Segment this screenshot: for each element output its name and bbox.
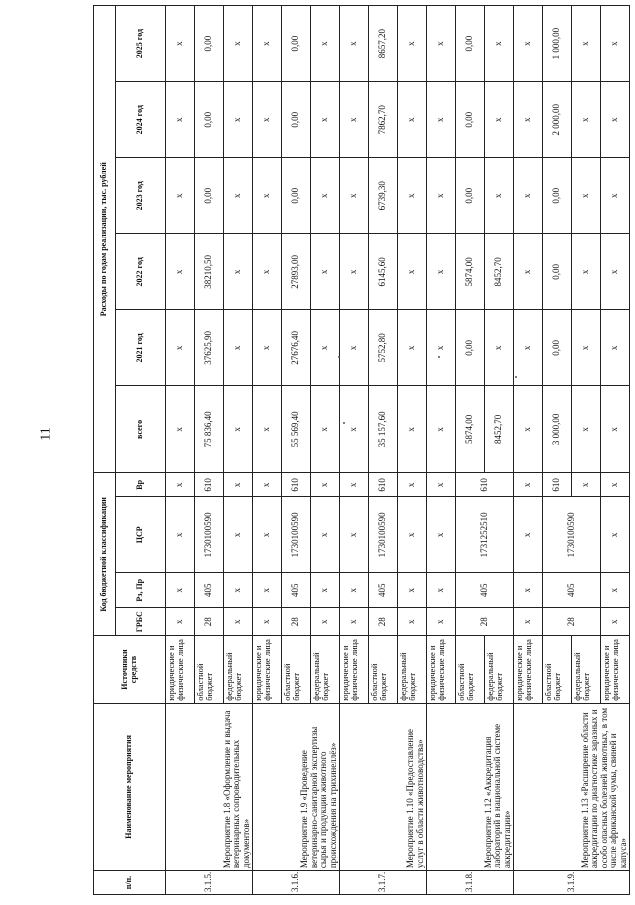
cell-rzpr: х (427, 573, 456, 608)
table-row (253, 6, 282, 895)
header-vr: Вр (116, 473, 166, 497)
funding-source: юридические и физические лица (427, 636, 456, 703)
cell-y2025: х (601, 6, 630, 82)
row-index: 3.1.9. (514, 871, 630, 895)
cell-grbs: х (427, 608, 456, 636)
cell-y2024: х (601, 82, 630, 158)
funding-source: федеральный бюджет (398, 636, 427, 703)
header-2021: 2021 год (116, 310, 166, 386)
cell-csr: х (427, 497, 456, 573)
cell-grbs: 28 (369, 608, 398, 636)
cell-y2024: х (514, 82, 543, 158)
cell-vr: х (340, 473, 369, 497)
cell-y2024: х (572, 82, 601, 158)
cell-total: 5874,00 (456, 386, 485, 473)
cell-vr: х (572, 473, 601, 497)
cell-y2025: х (398, 6, 427, 82)
header-source: Источники средств (94, 636, 166, 703)
cell-y2022: х (311, 234, 340, 310)
funding-source: федеральный бюджет (485, 636, 514, 703)
row-index: 3.1.6. (253, 871, 340, 895)
cell-y2025: х (311, 6, 340, 82)
cell-y2023: х (311, 158, 340, 234)
cell-grbs: 28 (282, 608, 311, 636)
page-number: 11 (38, 427, 54, 441)
cell-y2022: х (514, 234, 543, 310)
cell-y2022: 8452,70 (485, 234, 514, 310)
cell-y2022: 0,00 (543, 234, 572, 310)
cell-vr: х (253, 473, 282, 497)
funding-source: областной бюджет (543, 636, 572, 703)
cell-y2021: 27676,40 (282, 310, 311, 386)
funding-source: юридические и физические лица (166, 636, 195, 703)
cell-y2022: х (340, 234, 369, 310)
rotated-table-container (93, 5, 628, 895)
scan-speck (343, 422, 345, 424)
cell-y2023: 6739,30 (369, 158, 398, 234)
header-2025: 2025 год (116, 6, 166, 82)
cell-y2024: 0,00 (456, 82, 485, 158)
cell-grbs: х (253, 608, 282, 636)
cell-total: 35 157,60 (369, 386, 398, 473)
cell-rzpr: 405 (195, 573, 224, 608)
cell-grbs: х (166, 608, 195, 636)
cell-rzpr: х (601, 573, 630, 608)
header-csr: ЦСР (116, 497, 166, 573)
scan-speck (438, 356, 440, 358)
cell-y2025: х (514, 6, 543, 82)
cell-total: х (224, 386, 253, 473)
cell-vr: х (398, 473, 427, 497)
measure-name: Мероприятие 1.12 «Аккредитация лабораторий в национальной системе аккредитации» (427, 703, 514, 870)
row-index: 3.1.7. (340, 871, 427, 895)
cell-vr: х (166, 473, 195, 497)
header-2023: 2023 год (116, 158, 166, 234)
cell-y2023: х (572, 158, 601, 234)
cell-y2025: 0,00 (195, 6, 224, 82)
row-index: 3.1.5. (166, 871, 253, 895)
cell-y2022: 27893,00 (282, 234, 311, 310)
cell-total: х (427, 386, 456, 473)
header-expenses: Расходы по годам реализации, тыс. рублей (94, 6, 116, 473)
cell-y2023: 0,00 (282, 158, 311, 234)
funding-source: областной бюджет (456, 636, 485, 703)
cell-rzpr: 405 (369, 573, 398, 608)
measure-name: Мероприятие 1.9 «Проведение ветеринарно-санитарной экспертизы сырья и продукции животного происхождения на трихинеллёз» (253, 703, 340, 870)
header-grbs: ГРБС (116, 608, 166, 636)
cell-y2023: х (166, 158, 195, 234)
measure-name: Мероприятие 1.10 «Предоставление услуг в области животноводства» (340, 703, 427, 870)
cell-y2025: 0,00 (456, 6, 485, 82)
cell-y2021: х (485, 310, 514, 386)
cell-total: х (514, 386, 543, 473)
funding-source: областной бюджет (195, 636, 224, 703)
cell-csr: х (514, 497, 543, 573)
cell-total: х (398, 386, 427, 473)
cell-y2024: х (398, 82, 427, 158)
scan-speck (515, 376, 517, 378)
cell-grbs: х (601, 608, 630, 636)
cell-y2023: х (398, 158, 427, 234)
cell-csr: х (166, 497, 195, 573)
cell-y2021: х (166, 310, 195, 386)
cell-rzpr: х (398, 573, 427, 608)
cell-total: 8452,70 (485, 386, 514, 473)
cell-y2025: х (485, 6, 514, 82)
cell-y2024: 0,00 (282, 82, 311, 158)
cell-total: 55 569,40 (282, 386, 311, 473)
merged-cell-csr: 1731252510 (456, 497, 514, 573)
merged-cell-rzpr: 405 (456, 573, 514, 608)
cell-y2021: х (398, 310, 427, 386)
cell-y2024: х (224, 82, 253, 158)
cell-total: х (572, 386, 601, 473)
cell-y2021: х (311, 310, 340, 386)
cell-vr: 610 (369, 473, 398, 497)
cell-y2022: х (427, 234, 456, 310)
cell-y2025: 1 000,00 (543, 6, 572, 82)
measure-name: Мероприятие 1.13 «Расширение области аккредитации по диагностике заразных и особо опасных болезней животных, в том числе африканской чумы, свиней и капуса» (514, 703, 630, 870)
cell-y2022: х (253, 234, 282, 310)
merged-cell-grbs: 28 (456, 608, 514, 636)
cell-csr: 1730100590 (369, 497, 398, 573)
cell-y2023: 0,00 (456, 158, 485, 234)
cell-y2021: х (572, 310, 601, 386)
cell-csr: 1730100590 (282, 497, 311, 573)
merged-cell-vr: 610 (456, 473, 514, 497)
cell-y2023: х (224, 158, 253, 234)
cell-y2023: 0,00 (543, 158, 572, 234)
funding-source: федеральный бюджет (311, 636, 340, 703)
cell-csr: 1730100590 (195, 497, 224, 573)
cell-vr: 610 (282, 473, 311, 497)
cell-y2021: х (601, 310, 630, 386)
cell-rzpr: 405 (282, 573, 311, 608)
funding-source: юридические и физические лица (514, 636, 543, 703)
header-rzpr: Рз, Пр (116, 573, 166, 608)
cell-y2021: х (514, 310, 543, 386)
header-num: п/п. (94, 871, 166, 895)
cell-vr: х (311, 473, 340, 497)
cell-vr: х (601, 473, 630, 497)
cell-y2025: х (427, 6, 456, 82)
cell-total: х (311, 386, 340, 473)
cell-rzpr: х (253, 573, 282, 608)
cell-y2023: х (427, 158, 456, 234)
cell-total: х (340, 386, 369, 473)
header-total: всего (116, 386, 166, 473)
cell-y2025: х (253, 6, 282, 82)
cell-csr: х (253, 497, 282, 573)
cell-y2025: х (340, 6, 369, 82)
cell-y2022: 6145,60 (369, 234, 398, 310)
funding-source: юридические и физические лица (340, 636, 369, 703)
merged-cell-grbs: 28 (543, 608, 601, 636)
cell-y2021: х (224, 310, 253, 386)
scan-speck (338, 356, 340, 358)
cell-rzpr: х (311, 573, 340, 608)
cell-y2025: х (166, 6, 195, 82)
cell-rzpr: х (166, 573, 195, 608)
funding-source: федеральный бюджет (224, 636, 253, 703)
cell-vr: х (514, 473, 543, 497)
cell-y2025: х (572, 6, 601, 82)
header-2022: 2022 год (116, 234, 166, 310)
cell-grbs: х (340, 608, 369, 636)
cell-y2024: 0,00 (195, 82, 224, 158)
budget-table (93, 5, 630, 895)
cell-y2021: х (427, 310, 456, 386)
cell-rzpr: х (224, 573, 253, 608)
cell-vr: х (427, 473, 456, 497)
cell-y2023: 0,00 (195, 158, 224, 234)
cell-y2024: х (427, 82, 456, 158)
cell-vr: 610 (543, 473, 572, 497)
table-body (166, 6, 630, 895)
cell-y2022: х (224, 234, 253, 310)
cell-rzpr: х (514, 573, 543, 608)
cell-grbs: х (224, 608, 253, 636)
cell-csr: х (398, 497, 427, 573)
table-row (340, 6, 369, 895)
cell-y2021: 0,00 (456, 310, 485, 386)
cell-total: х (253, 386, 282, 473)
cell-y2025: 8657,20 (369, 6, 398, 82)
cell-y2022: х (398, 234, 427, 310)
cell-y2024: х (166, 82, 195, 158)
cell-csr: х (224, 497, 253, 573)
funding-source: областной бюджет (369, 636, 398, 703)
cell-y2022: х (601, 234, 630, 310)
row-index: 3.1.8. (427, 871, 514, 895)
cell-csr: х (601, 497, 630, 573)
cell-y2022: х (572, 234, 601, 310)
table-row (514, 6, 543, 895)
cell-grbs: х (398, 608, 427, 636)
cell-grbs: 28 (195, 608, 224, 636)
cell-vr: х (224, 473, 253, 497)
cell-y2021: х (253, 310, 282, 386)
cell-y2024: х (253, 82, 282, 158)
cell-y2021: 37625,90 (195, 310, 224, 386)
header-budget-classification: Код бюджетной классификации (94, 473, 116, 636)
cell-rzpr: х (340, 573, 369, 608)
funding-source: федеральный бюджет (572, 636, 601, 703)
funding-source: областной бюджет (282, 636, 311, 703)
cell-y2023: х (601, 158, 630, 234)
cell-y2021: 0,00 (543, 310, 572, 386)
header-name: Наименование мероприятия (94, 703, 166, 870)
cell-y2024: 2 000,00 (543, 82, 572, 158)
cell-y2022: 38210,50 (195, 234, 224, 310)
cell-vr: 610 (195, 473, 224, 497)
cell-y2021: х (340, 310, 369, 386)
cell-y2023: х (485, 158, 514, 234)
cell-y2025: 0,00 (282, 6, 311, 82)
table-row (427, 6, 456, 895)
cell-y2023: х (253, 158, 282, 234)
cell-y2024: 7862,70 (369, 82, 398, 158)
cell-csr: х (340, 497, 369, 573)
cell-y2024: х (311, 82, 340, 158)
cell-y2024: х (340, 82, 369, 158)
merged-cell-csr: 1730100590 (543, 497, 601, 573)
funding-source: юридические и физические лица (253, 636, 282, 703)
cell-y2022: 5874,00 (456, 234, 485, 310)
cell-y2025: х (224, 6, 253, 82)
cell-total: 75 836,40 (195, 386, 224, 473)
cell-grbs: х (311, 608, 340, 636)
cell-grbs: х (514, 608, 543, 636)
table-row (166, 6, 195, 895)
cell-total: 3 000,00 (543, 386, 572, 473)
measure-name: Мероприятие 1.8 «Оформление и выдача ветеринарных сопроводительных документов» (166, 703, 253, 870)
cell-y2024: х (485, 82, 514, 158)
cell-y2022: х (166, 234, 195, 310)
funding-source: юридические и физические лица (601, 636, 630, 703)
cell-total: х (601, 386, 630, 473)
cell-csr: х (311, 497, 340, 573)
cell-y2023: х (514, 158, 543, 234)
cell-y2023: х (340, 158, 369, 234)
header-2024: 2024 год (116, 82, 166, 158)
merged-cell-rzpr: 405 (543, 573, 601, 608)
cell-total: х (166, 386, 195, 473)
cell-y2021: 5752,80 (369, 310, 398, 386)
